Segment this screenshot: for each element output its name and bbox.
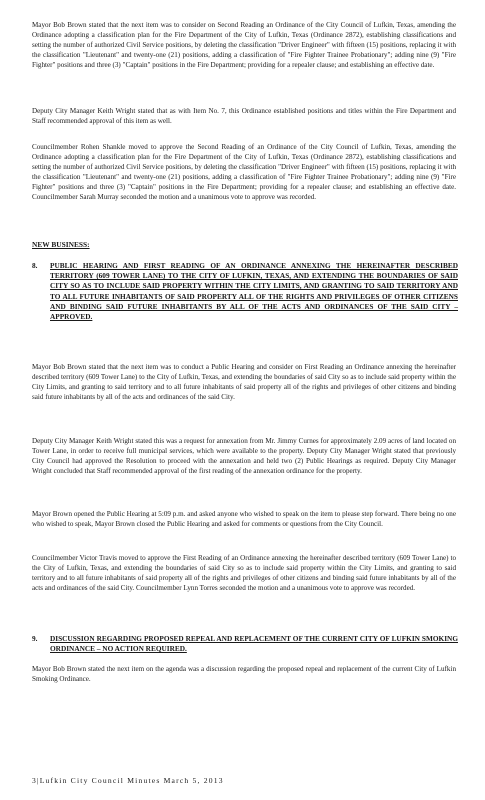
- page-footer: 3|Lufkin City Council Minutes March 5, 2013: [32, 776, 224, 785]
- paragraph-deputy-manager-statement: Deputy City Manager Keith Wright stated that as with Item No. 7, this Ordinance established positions and titles within the Fire Department and Staff recommended approval of this item as well.: [32, 107, 456, 125]
- agenda-item-title: DISCUSSION REGARDING PROPOSED REPEAL AND REPLACEMENT OF THE CURRENT CITY OF LUFKIN SMOKING ORDINANCE – NO ACTION REQUIRED.: [50, 634, 458, 654]
- paragraph-mayor-second-reading: Mayor Bob Brown stated that the next item was to consider on Second Reading an Ordinance of the City Council of Lufkin, Texas, amending the Ordinance adopting a classification plan for the Fire Department of the City of Lufkin, Texas (Ordinance 2872), establishing classifications and setting the number of authorized Civil Service positions, by deleting the classification "Driver Engineer" with fifteen (15) positions, replacing it with the classification "Lieutenant" and twenty-one (21) positions, adding a classification of "Fire Fighter Trainee Probationary"; adding nine (9) "Fire Fighter" positions and three (3) "Captain" positions in the Fire Department; providing for a repealer clause; and establishing an effective date.: [32, 21, 456, 69]
- section-heading-new-business: NEW BUSINESS:: [32, 240, 90, 249]
- paragraph-motion-second-reading: Councilmember Rohen Shankle moved to approve the Second Reading of an Ordinance of the City Council of Lufkin, Texas, amending the Ordinance adopting a classification plan for the Fire Department of the City of Lufkin, Texas (Ordinance 2872), establishing classifications and setting the number of authorized Civil Service positions, by deleting the classification "Driver Engineer" with fifteen (15) positions, replacing it with the classification "Lieutenant" and twenty-one (21) positions, adding a classification of "Fire Fighter Trainee Probationary"; adding nine (9) "Fire Fighter" positions and three (3) "Captain" positions in the Fire Department; providing for a repealer clause; and establishing an effective date. Councilmember Sarah Murray seconded the motion and a unanimous vote to approve was recorded.: [32, 143, 456, 201]
- paragraph-annexation-request: Deputy City Manager Keith Wright stated this was a request for annexation from Mr. Jimmy Curnes for approximately 2.09 acres of land located on Tower Lane, in order to receive full municipal services, which were available to the property. Deputy City Manager Wright stated that previously City Council had approved the Resolution to proceed with the annexation and held two (2) Public Hearings as required. Deputy City Manager Wright concluded that Staff recommended approval of the first reading of the annexation ordinance for the property.: [32, 437, 456, 475]
- agenda-item-number: 8.: [32, 261, 38, 270]
- paragraph-hearing-opened: Mayor Brown opened the Public Hearing at 5:09 p.m. and asked anyone who wished to speak on the item to please step forward. There being no one who wished to speak, Mayor Brown closed the Public Hearing and asked for comments or questions from the City Council.: [32, 510, 456, 528]
- paragraph-smoking-ordinance: Mayor Bob Brown stated the next item on the agenda was a discussion regarding the proposed repeal and replacement of the current City of Lufkin Smoking Ordinance.: [32, 665, 456, 683]
- agenda-item-8: [32, 261, 458, 322]
- agenda-item-9: [32, 634, 458, 654]
- agenda-item-number: 9.: [32, 634, 38, 643]
- paragraph-public-hearing-intro: Mayor Bob Brown stated that the next item was to conduct a Public Hearing and consider on First Reading an Ordinance annexing the hereinafter described territory (609 Tower Lane) to the City of Lufkin, Texas, and extending the boundaries of said City so as to include said property within the City Limits, and granting to said territory and to all future inhabitants of said property all of the rights and privileges of other citizens and binding said future inhabitants by all of the acts and ordinances of the said City.: [32, 363, 456, 401]
- agenda-item-title: PUBLIC HEARING AND FIRST READING OF AN ORDINANCE ANNEXING THE HEREINAFTER DESCRIBED TERRITORY (609 TOWER LANE) TO THE CITY OF LUFKIN, TEXAS, AND EXTENDING THE BOUNDARIES OF SAID CITY SO AS TO INCLUDE SAID PROPERTY WITHIN THE CITY LIMITS, AND GRANTING TO SAID TERRITORY AND TO ALL FUTURE INHABITANTS OF SAID PROPERTY ALL OF THE RIGHTS AND PRIVILEGES OF OTHER CITIZENS AND BINDING SAID FUTURE INHABITANTS BY ALL OF THE ACTS AND ORDINANCES OF THE SAID CITY – APPROVED.: [50, 261, 458, 322]
- paragraph-motion-first-reading: Councilmember Victor Travis moved to approve the First Reading of an Ordinance annexing the hereinafter described territory (609 Tower Lane) to the City of Lufkin, Texas, and extending the boundaries of said City so as to include said property within the City Limits, and granting to said territory and to all future inhabitants of said property all of the rights and privileges of other citizens and binding said future inhabitants by all of the acts and ordinances of the said City. Councilmember Lynn Torres seconded the motion and a unanimous vote to approve was recorded.: [32, 554, 456, 592]
